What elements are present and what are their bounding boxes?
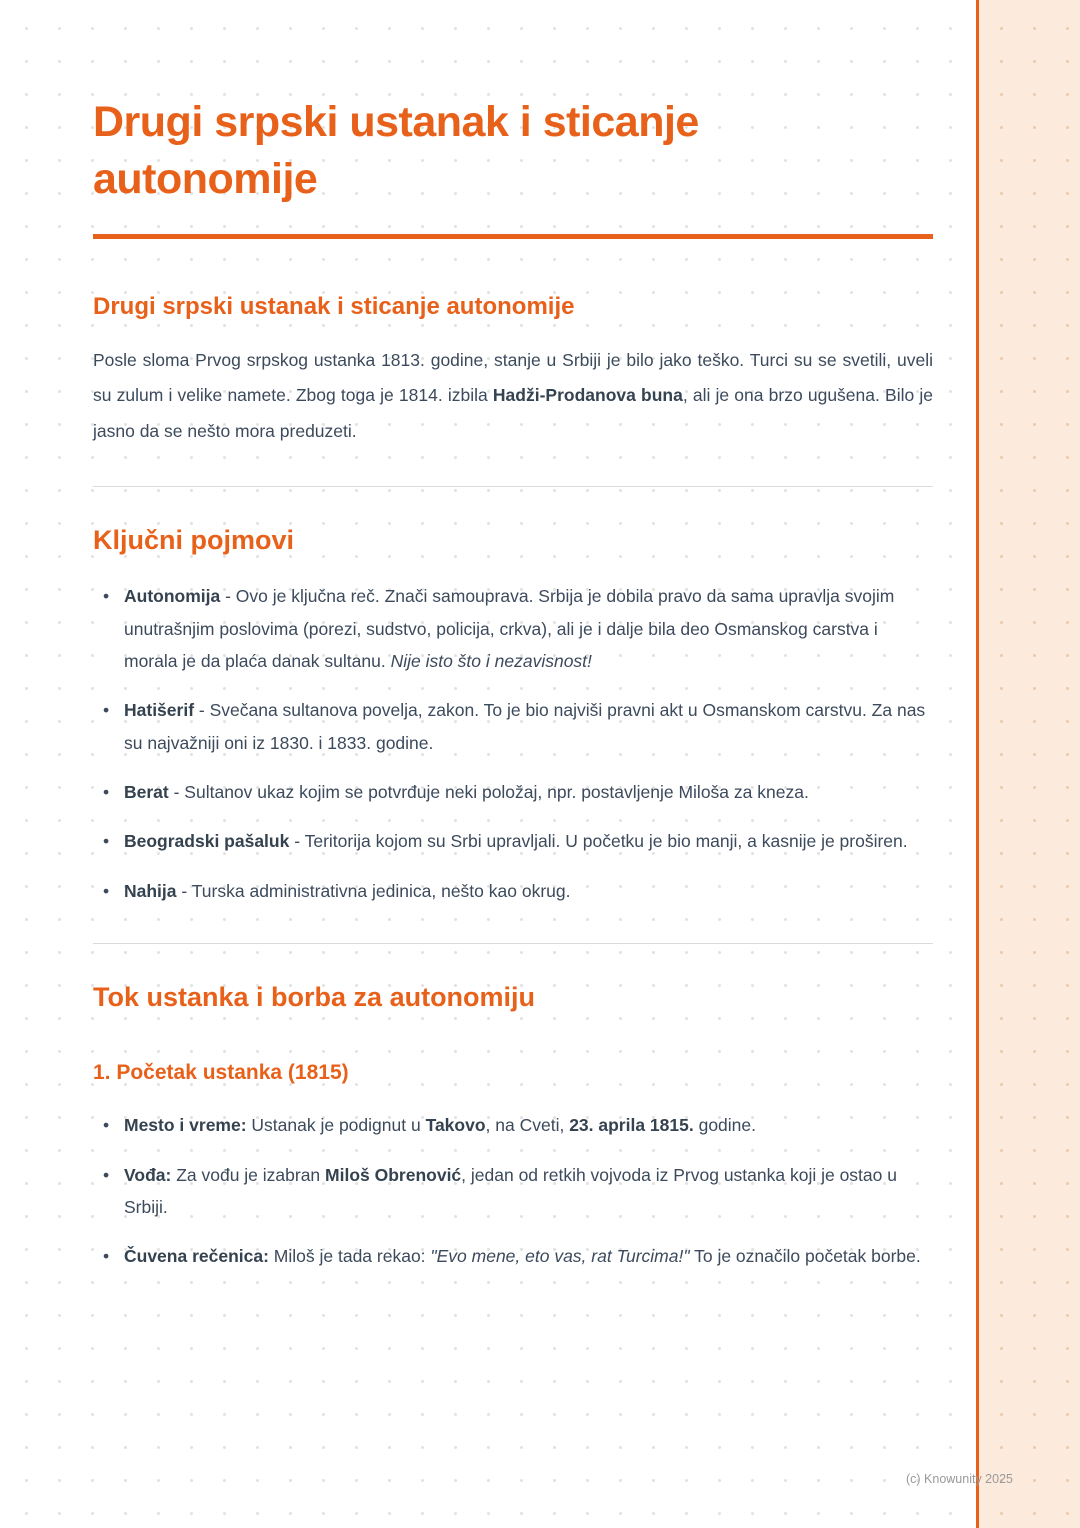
right-accent-stripe [976,0,1080,1528]
key-terms-list [93,580,933,907]
intro-section-heading: Drugi srpski ustanak i sticanje autonomije [93,292,575,320]
course-list [93,1109,933,1273]
course-subheading: 1. Početak ustanka (1815) [93,1061,349,1085]
key-terms-heading: Ključni pojmovi [93,525,295,556]
list-item: • Berat - Sultanov ukaz kojim se potvrđuje neki položaj, npr. postavljenje Miloša za kneza. [124,776,933,808]
document-content [93,0,933,1290]
page-title: Drugi srpski ustanak i sticanje autonomije [93,98,699,203]
list-item: • Mesto i vreme: Ustanak je podignut u Takovo, na Cveti, 23. aprila 1815. godine. [124,1109,933,1141]
list-item: • Hatišerif - Svečana sultanova povelja, zakon. To je bio najviši pravni akt u Osmanskom carstvu. Za nas su najvažniji oni iz 1830. i 1833. godine. [124,694,933,759]
list-item: • Čuvena rečenica: Miloš je tada rekao: "Evo mene, eto vas, rat Turcima!" To je označilo početak borbe. [124,1240,933,1272]
list-item: • Beogradski pašaluk - Teritorija kojom su Srbi upravljali. U početku je bio manji, a kasnije je proširen. [124,825,933,857]
course-section-heading: Tok ustanka i borba za autonomiju [93,982,536,1013]
copyright-notice: (c) Knowunity 2025 [905,1472,1013,1486]
section-divider [93,943,933,944]
title-rule [93,234,933,239]
list-item: • Vođa: Za vođu je izabran Miloš Obrenović, jedan od retkih vojvoda iz Prvog ustanka koji je ostao u Srbiji. [124,1159,933,1224]
section-divider [93,486,933,487]
list-item: • Autonomija - Ovo je ključna reč. Znači samouprava. Srbija je dobila pravo da sama upravlja svojim unutrašnjim poslovima (porezi, sudstvo, policija, crkva), ali je i dalje bila deo Osmanskog carstva i morala je da plaća danak sultanu. Nije isto što i nezavisnost! [124,580,933,677]
list-item: • Nahija - Turska administrativna jedinica, nešto kao okrug. [124,875,933,907]
intro-paragraph: Posle sloma Prvog srpskog ustanka 1813. godine, stanje u Srbiji je bilo jako teško. Turci su se svetili, uveli su zulum i velike namete. Zbog toga je 1814. izbila Hadži-Prodanova buna, ali je ona brzo ugušena. Bilo je jasno da se nešto mora preduzeti. [93,349,933,442]
